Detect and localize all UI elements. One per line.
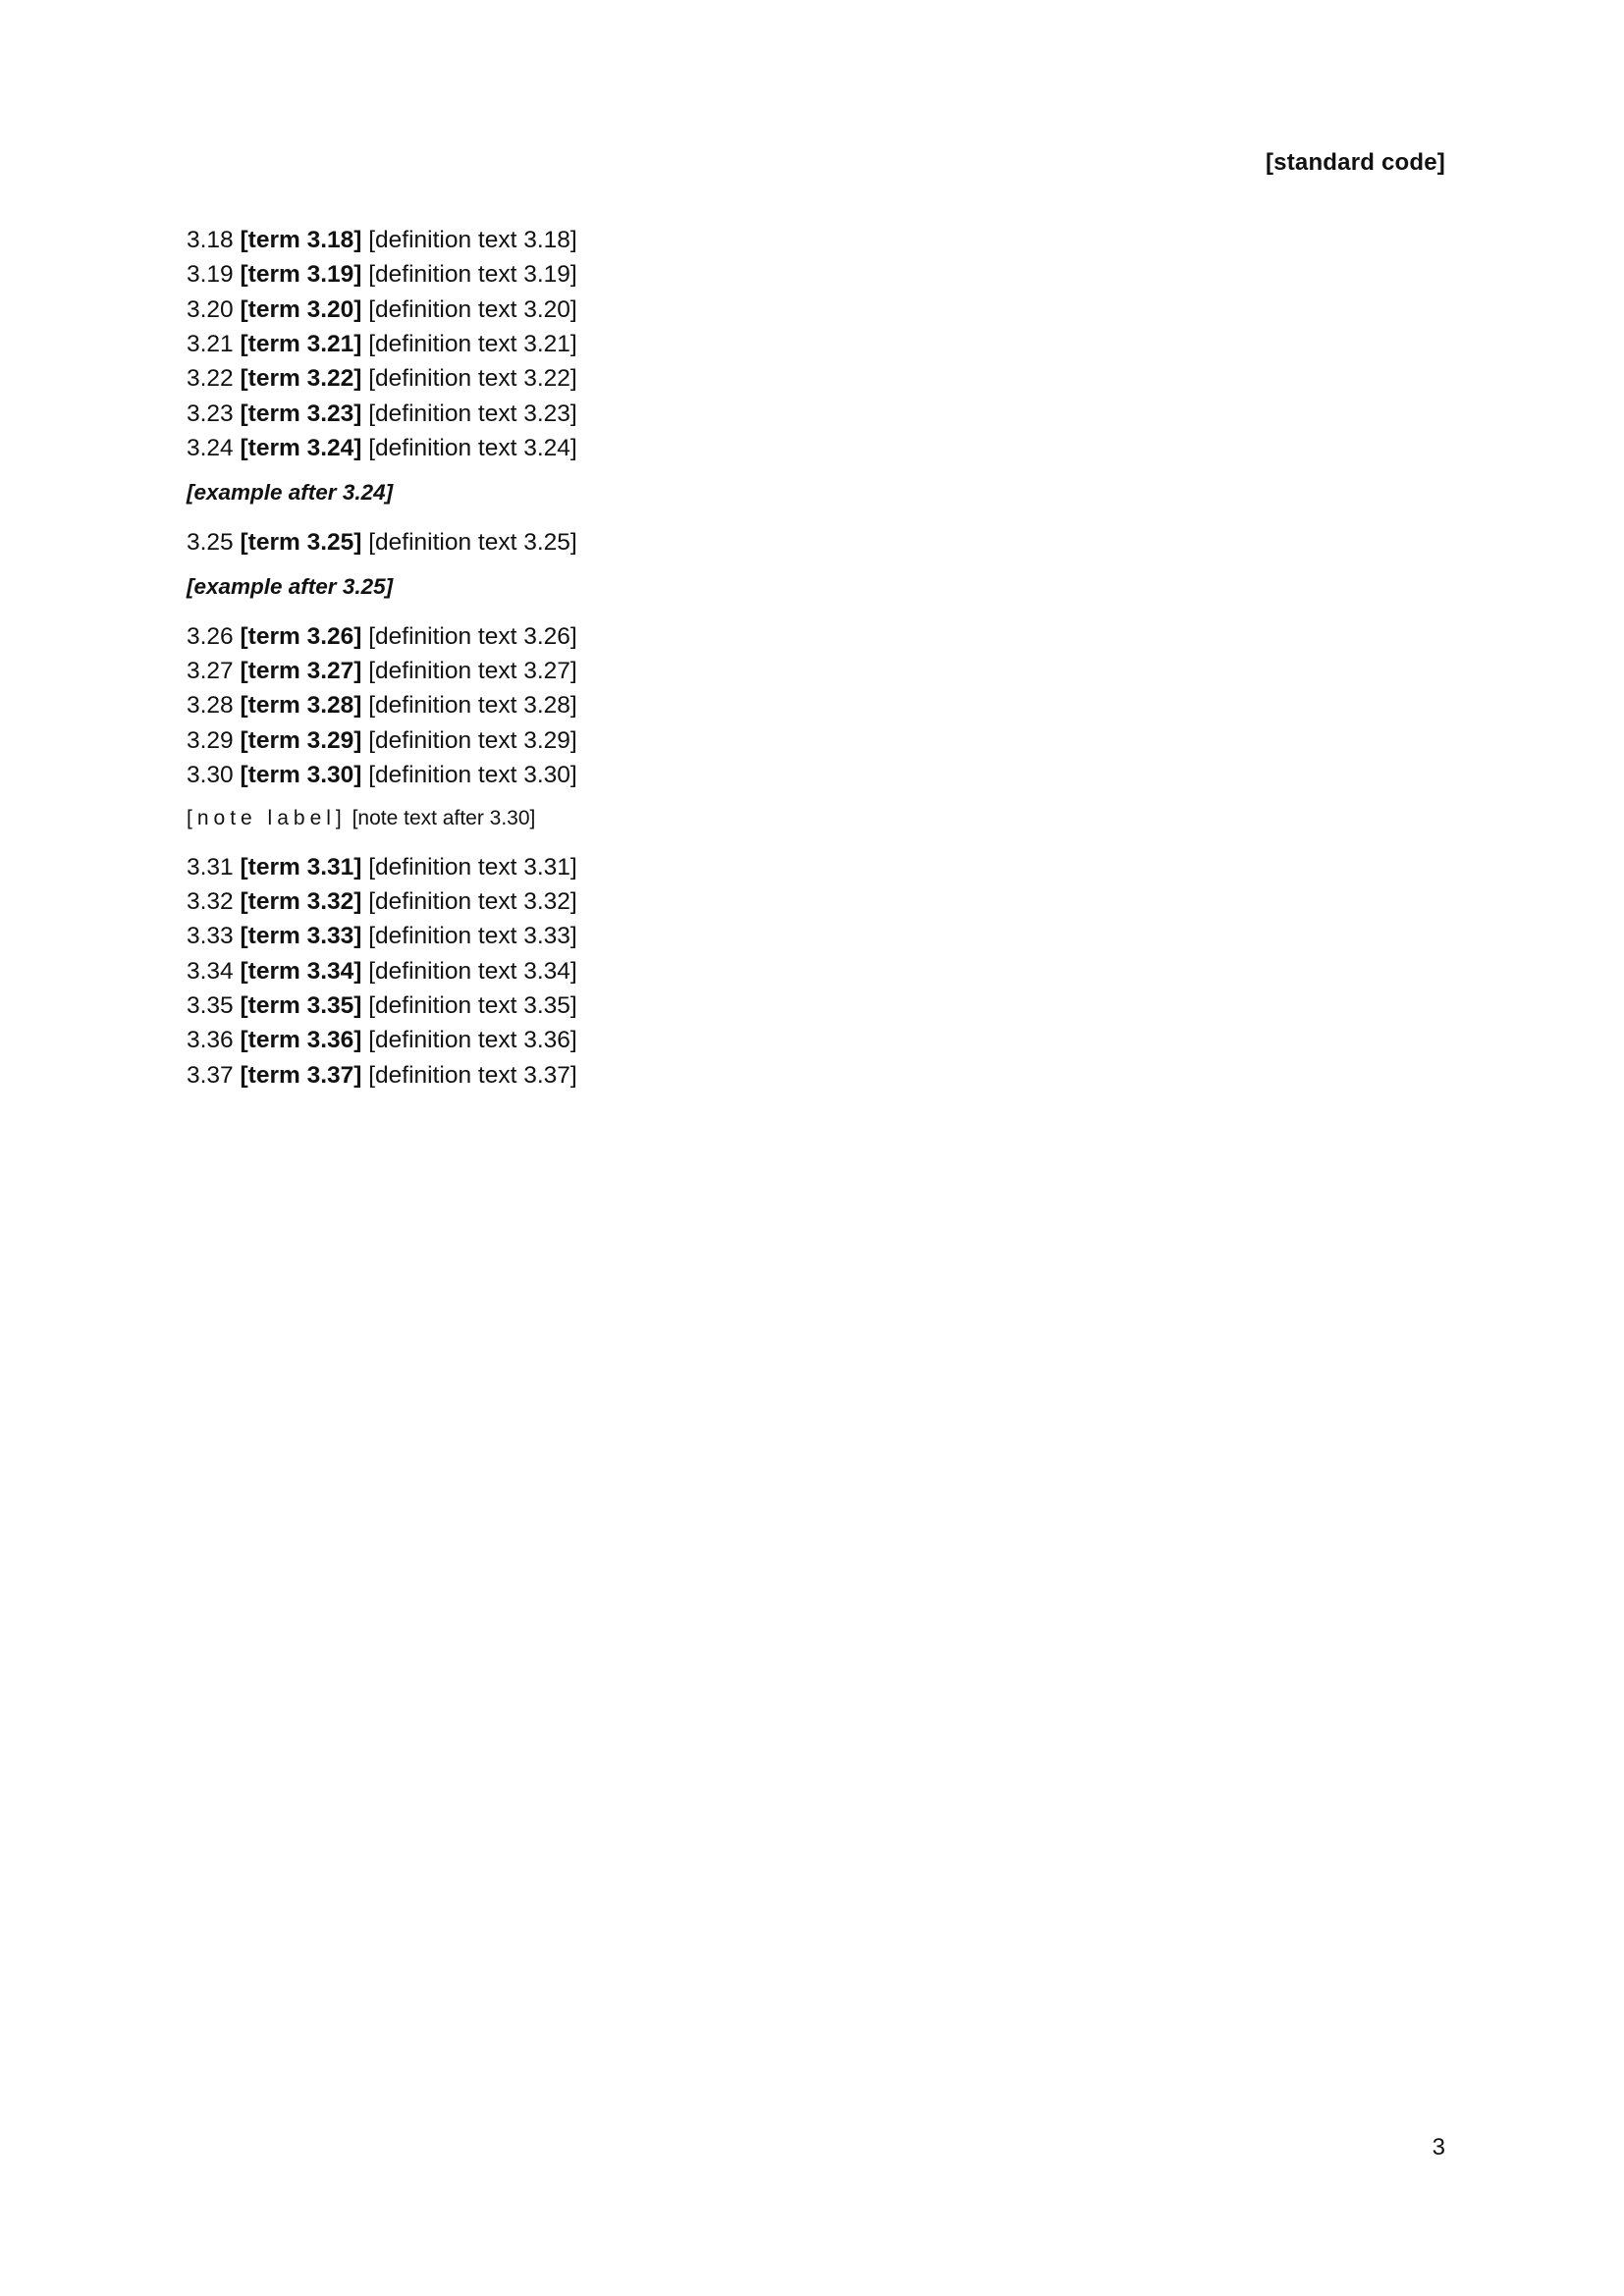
definition-term: [term 3.34] — [240, 957, 362, 985]
definition-text: [definition text 3.18] — [361, 227, 577, 253]
definition-number: 3.31 — [187, 853, 234, 881]
definition-3-20 — [118, 294, 1445, 326]
definition-number: 3.36 — [187, 1027, 234, 1054]
definition-number: 3.30 — [187, 761, 234, 788]
definition-text: [definition text 3.37] — [361, 1061, 577, 1089]
definition-3-18 — [118, 224, 1445, 256]
definition-text: [definition text 3.36] — [361, 1027, 577, 1054]
definition-term: [term 3.25] — [240, 528, 362, 556]
definition-term: [term 3.28] — [240, 692, 362, 720]
definition-number: 3.26 — [187, 622, 234, 650]
definition-term: [term 3.24] — [240, 434, 362, 461]
definition-text: [definition text 3.21] — [361, 330, 577, 357]
definition-text: [definition text 3.32] — [361, 888, 577, 916]
definition-text: [definition text 3.22] — [361, 365, 577, 393]
definition-3-29 — [118, 724, 1445, 757]
note-3-30 — [118, 805, 1445, 833]
definition-text: [definition text 3.23] — [361, 400, 577, 427]
definition-number: 3.25 — [187, 528, 234, 556]
definition-text: [definition text 3.34] — [361, 957, 577, 985]
definition-number: 3.22 — [187, 365, 234, 393]
definition-term: [term 3.31] — [240, 853, 362, 881]
definition-3-30 — [118, 759, 1445, 791]
definition-term: [term 3.29] — [240, 726, 362, 754]
definition-term: [term 3.18] — [240, 227, 362, 253]
example-3-24: [example after 3.24] — [187, 480, 394, 506]
definition-3-23 — [118, 398, 1445, 430]
definition-term: [term 3.19] — [240, 261, 362, 289]
definition-term: [term 3.37] — [240, 1061, 362, 1089]
page-number: 3 — [1432, 2134, 1445, 2161]
definition-text: [definition text 3.25] — [361, 528, 577, 556]
definition-3-24 — [118, 432, 1445, 464]
standard-header: [standard code] — [1265, 149, 1445, 176]
definition-3-19 — [118, 258, 1445, 291]
definition-text: [definition text 3.19] — [361, 261, 577, 289]
definition-3-36 — [118, 1024, 1445, 1056]
definition-number: 3.23 — [187, 400, 234, 427]
definition-text: [definition text 3.20] — [361, 295, 577, 323]
note-text: [note text after 3.30] — [346, 807, 536, 830]
definition-term: [term 3.20] — [240, 295, 362, 323]
definition-text: [definition text 3.24] — [361, 434, 577, 461]
definition-term: [term 3.33] — [240, 923, 362, 950]
definition-number: 3.19 — [187, 261, 234, 289]
definition-text: [definition text 3.26] — [361, 622, 577, 650]
definition-number: 3.27 — [187, 658, 234, 684]
definition-number: 3.21 — [187, 330, 234, 357]
definition-term: [term 3.26] — [240, 622, 362, 650]
definition-number: 3.35 — [187, 992, 234, 1020]
definition-number: 3.29 — [187, 726, 234, 754]
definition-3-37 — [118, 1059, 1445, 1092]
definition-3-21 — [118, 328, 1445, 360]
definition-number: 3.28 — [187, 692, 234, 720]
definition-text: [definition text 3.27] — [361, 658, 577, 684]
definition-term: [term 3.36] — [240, 1027, 362, 1054]
definition-text: [definition text 3.33] — [361, 923, 577, 950]
definition-number: 3.33 — [187, 923, 234, 950]
definition-3-33 — [118, 920, 1445, 952]
definition-3-27 — [118, 655, 1445, 687]
definition-3-22 — [118, 362, 1445, 395]
definition-text: [definition text 3.29] — [361, 726, 577, 754]
definition-number: 3.34 — [187, 957, 234, 985]
definition-3-34 — [118, 955, 1445, 988]
note-label: [note label] — [187, 807, 347, 830]
definition-text: [definition text 3.35] — [361, 992, 577, 1020]
definition-term: [term 3.32] — [240, 888, 362, 916]
definition-text: [definition text 3.28] — [361, 692, 577, 720]
definition-3-26 — [118, 620, 1445, 653]
definition-term: [term 3.23] — [240, 400, 362, 427]
definition-term: [term 3.35] — [240, 992, 362, 1020]
definition-term: [term 3.21] — [240, 330, 362, 357]
definition-number: 3.37 — [187, 1061, 234, 1089]
definition-term: [term 3.30] — [240, 761, 362, 788]
definition-3-28 — [118, 689, 1445, 721]
definition-3-35 — [118, 989, 1445, 1022]
definition-number: 3.20 — [187, 295, 234, 323]
definition-text: [definition text 3.30] — [361, 761, 577, 788]
example-3-25: [example after 3.25] — [187, 574, 394, 600]
definition-number: 3.24 — [187, 434, 234, 461]
definition-3-31 — [118, 851, 1445, 883]
definition-term: [term 3.27] — [240, 658, 362, 684]
definition-number: 3.32 — [187, 888, 234, 916]
definition-term: [term 3.22] — [240, 365, 362, 393]
definition-3-25 — [118, 526, 1445, 559]
definition-3-32 — [118, 885, 1445, 918]
definition-text: [definition text 3.31] — [361, 853, 577, 881]
definition-number: 3.18 — [187, 227, 234, 253]
definitions-content — [118, 224, 1445, 1094]
